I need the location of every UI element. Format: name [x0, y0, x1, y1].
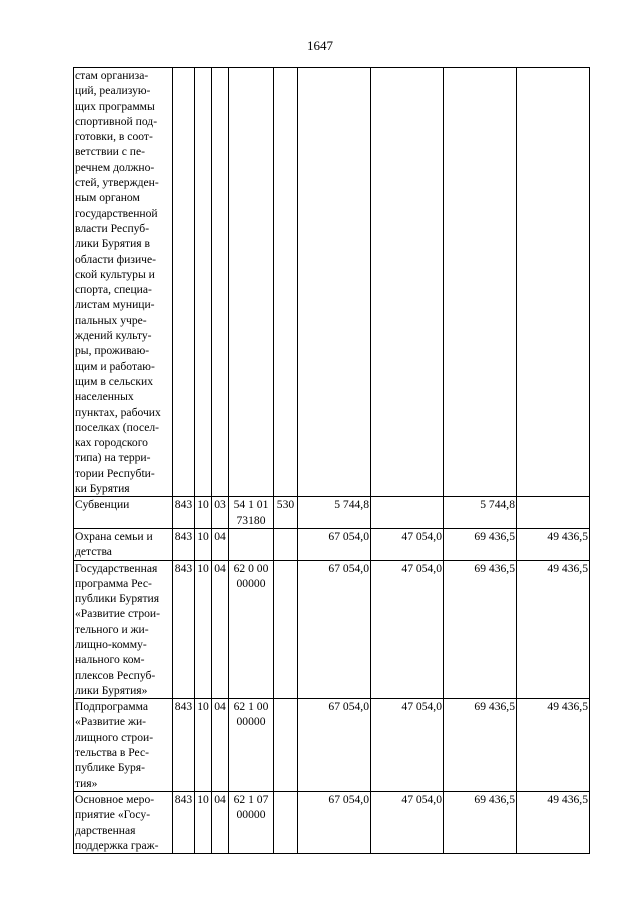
- row-name: [74, 528, 173, 560]
- name-line: государственной: [75, 206, 158, 220]
- name-line: ки Бурятия: [75, 482, 130, 496]
- name-line: стей, утвержден-: [75, 176, 159, 190]
- name-line: Охрана семьи и: [75, 529, 153, 543]
- table-row: [74, 699, 590, 792]
- value-4: 49 436,5: [517, 699, 590, 792]
- page-number: 1647: [307, 38, 333, 53]
- name-line: публике Буря-: [75, 761, 145, 775]
- value-4: 49 436,5: [517, 560, 590, 699]
- name-line: детства: [75, 545, 112, 559]
- name-line: приятие «Госу-: [75, 808, 151, 822]
- name-line: лищно-комму-: [75, 637, 147, 651]
- value-4: [517, 68, 590, 497]
- name-line: Основное меро-: [75, 792, 155, 806]
- name-line: поселках (посел-: [75, 420, 160, 434]
- name-line: Субвенции: [75, 498, 130, 512]
- value-3: 69 436,5: [444, 528, 517, 560]
- value-3: 69 436,5: [444, 791, 517, 853]
- name-line: спортивной под-: [75, 114, 158, 128]
- table-row: [74, 68, 590, 497]
- name-line: программа Рес-: [75, 576, 152, 590]
- subsection-code: 04: [212, 560, 229, 699]
- budget-table: [73, 67, 590, 854]
- target-article: [229, 528, 274, 560]
- value-4: 49 436,5: [517, 791, 590, 853]
- section-code: 10: [195, 560, 212, 699]
- subsection-code: 03: [212, 497, 229, 529]
- expense-type: [274, 68, 298, 497]
- name-line: лики Бурятия в: [75, 237, 150, 251]
- name-line: ках городского: [75, 436, 148, 450]
- target-article: 62 0 00 00000: [229, 560, 274, 699]
- ministry-code: 843: [173, 791, 195, 853]
- row-name: [74, 497, 173, 529]
- name-line: Государственная: [75, 561, 158, 575]
- value-1: 67 054,0: [298, 791, 371, 853]
- subsection-code: [212, 68, 229, 497]
- expense-type: 530: [274, 497, 298, 529]
- value-2: 47 054,0: [371, 791, 444, 853]
- name-line: тельного и жи-: [75, 622, 149, 636]
- value-1: [298, 68, 371, 497]
- row-name: [74, 68, 173, 497]
- table-row: [74, 791, 590, 853]
- name-line: области физиче-: [75, 252, 156, 266]
- name-line: нального ком-: [75, 653, 145, 667]
- name-line: тия»: [75, 776, 98, 790]
- name-line: щим в сельских: [75, 374, 154, 388]
- section-code: 10: [195, 699, 212, 792]
- name-line: поддержка граж-: [75, 838, 159, 852]
- name-line: стам организа-: [75, 69, 149, 82]
- section-code: [195, 68, 212, 497]
- name-line: ждений культу-: [75, 329, 152, 343]
- row-name: [74, 791, 173, 853]
- value-2: [371, 497, 444, 529]
- name-line: тории Респубtи-: [75, 466, 155, 480]
- value-2: 47 054,0: [371, 699, 444, 792]
- expense-type: [274, 528, 298, 560]
- name-line: лики Бурятия»: [75, 683, 148, 697]
- expense-type: [274, 560, 298, 699]
- row-name: [74, 699, 173, 792]
- value-4: 49 436,5: [517, 528, 590, 560]
- section-code: 10: [195, 497, 212, 529]
- table-row: [74, 560, 590, 699]
- value-2: 47 054,0: [371, 560, 444, 699]
- name-line: готовки, в соот-: [75, 130, 153, 144]
- expense-type: [274, 699, 298, 792]
- target-article: 62 1 00 00000: [229, 699, 274, 792]
- value-3: [444, 68, 517, 497]
- name-line: щим и работаю-: [75, 359, 155, 373]
- name-line: пунктах, рабочих: [75, 405, 161, 419]
- subsection-code: 04: [212, 791, 229, 853]
- value-1: 67 054,0: [298, 528, 371, 560]
- table-row: [74, 528, 590, 560]
- target-article: 62 1 07 00000: [229, 791, 274, 853]
- name-line: ветствии с пе-: [75, 145, 146, 159]
- name-line: Подпрограмма: [75, 700, 148, 714]
- value-2: [371, 68, 444, 497]
- value-3: 69 436,5: [444, 560, 517, 699]
- subsection-code: 04: [212, 699, 229, 792]
- name-line: типа) на терри-: [75, 451, 151, 465]
- name-line: пальных учре-: [75, 313, 147, 327]
- value-1: 67 054,0: [298, 699, 371, 792]
- table-row: [74, 497, 590, 529]
- name-line: населенных: [75, 390, 134, 404]
- name-line: «Развитие строи-: [75, 607, 160, 621]
- name-line: спорта, специа-: [75, 283, 152, 297]
- row-name: [74, 560, 173, 699]
- name-line: ций, реализую-: [75, 84, 151, 98]
- target-article: [229, 68, 274, 497]
- value-2: 47 054,0: [371, 528, 444, 560]
- ministry-code: 843: [173, 560, 195, 699]
- name-line: тельства в Рес-: [75, 746, 149, 760]
- ministry-code: [173, 68, 195, 497]
- ministry-code: 843: [173, 699, 195, 792]
- value-1: 67 054,0: [298, 560, 371, 699]
- value-3: 5 744,8: [444, 497, 517, 529]
- name-line: щих программы: [75, 99, 155, 113]
- name-line: лищного строи-: [75, 730, 154, 744]
- value-3: 69 436,5: [444, 699, 517, 792]
- expense-type: [274, 791, 298, 853]
- name-line: листам муници-: [75, 298, 155, 312]
- target-article: 54 1 01 73180: [229, 497, 274, 529]
- value-4: [517, 497, 590, 529]
- name-line: плексов Респуб-: [75, 668, 156, 682]
- name-line: дарственная: [75, 823, 136, 837]
- subsection-code: 04: [212, 528, 229, 560]
- name-line: ской культуры и: [75, 267, 155, 281]
- section-code: 10: [195, 528, 212, 560]
- name-line: власти Респуб-: [75, 221, 150, 235]
- value-1: 5 744,8: [298, 497, 371, 529]
- name-line: ры, проживаю-: [75, 344, 150, 358]
- ministry-code: 843: [173, 497, 195, 529]
- name-line: речнем должно-: [75, 160, 155, 174]
- section-code: 10: [195, 791, 212, 853]
- name-line: публики Бурятия: [75, 592, 160, 606]
- name-line: ным органом: [75, 191, 140, 205]
- ministry-code: 843: [173, 528, 195, 560]
- name-line: «Развитие жи-: [75, 715, 147, 729]
